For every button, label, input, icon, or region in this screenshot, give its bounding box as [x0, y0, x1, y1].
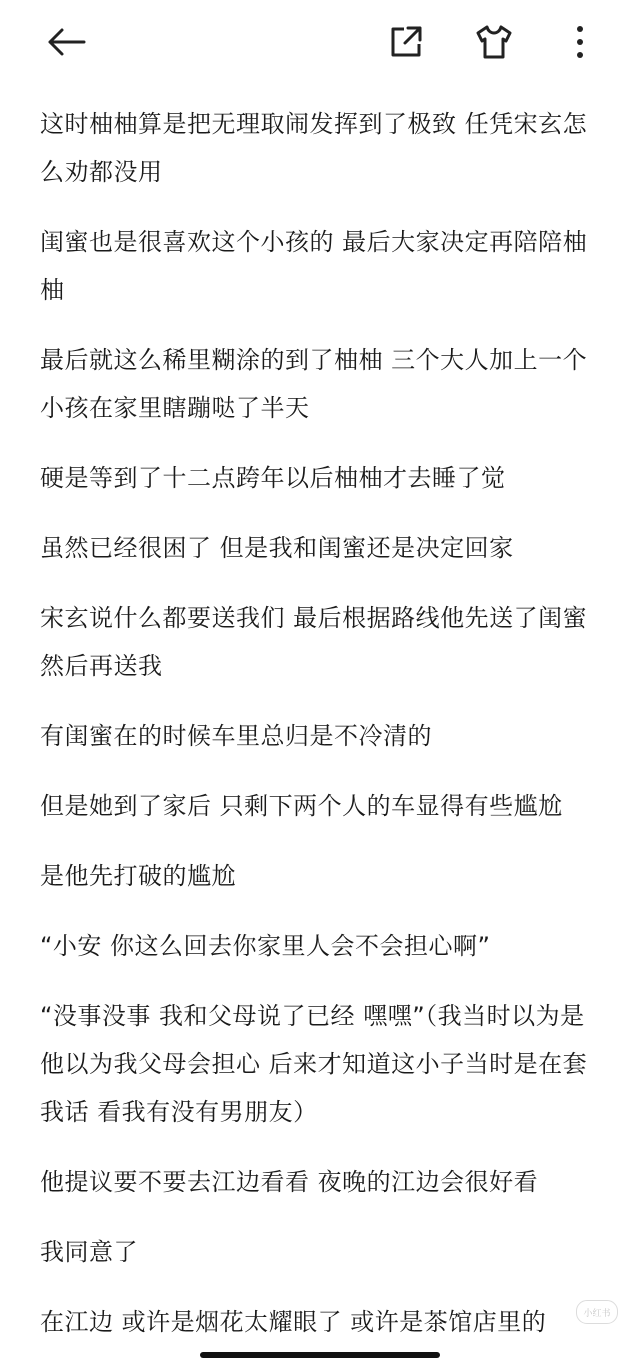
more-button[interactable]	[556, 18, 604, 66]
share-button[interactable]	[382, 18, 430, 66]
theme-button[interactable]	[470, 18, 518, 66]
paragraph: 硬是等到了十二点跨年以后柚柚才去睡了觉	[40, 464, 506, 492]
more-vertical-icon	[575, 25, 585, 59]
paragraph: 虽然已经很困了 但是我和闺蜜还是决定回家	[40, 534, 514, 562]
paragraph: 闺蜜也是很喜欢这个小孩的 最后大家决定再陪陪柚柚	[40, 228, 588, 304]
share-external-icon	[388, 24, 424, 60]
article-body	[40, 100, 596, 1368]
paragraph: “没事没事 我和父母说了已经 嘿嘿”（我当时以为是他以为我父母会担心 后来才知道这小子当时是在套我话 看我有没有男朋友）	[40, 1002, 588, 1126]
arrow-left-icon	[46, 27, 86, 57]
paragraph: 他提议要不要去江边看看 夜晚的江边会很好看	[40, 1168, 539, 1196]
paragraph: 宋玄说什么都要送我们 最后根据路线他先送了闺蜜 然后再送我	[40, 604, 588, 680]
paragraph: 但是她到了家后 只剩下两个人的车显得有些尴尬	[40, 792, 563, 820]
paragraph: “小安 你这么回去你家里人会不会担心啊”	[40, 932, 491, 960]
paragraph: 在江边 或许是烟花太耀眼了 或许是茶馆店里的	[40, 1308, 547, 1336]
paragraph: 最后就这么稀里糊涂的到了柚柚 三个大人加上一个小孩在家里瞎蹦哒了半天	[40, 346, 588, 422]
paragraph: 有闺蜜在的时候车里总归是不冷清的	[40, 722, 432, 750]
paragraph: 是他先打破的尴尬	[40, 862, 236, 890]
paragraph: 这时柚柚算是把无理取闹发挥到了极致 任凭宋玄怎么劝都没用	[40, 110, 588, 186]
tshirt-icon	[474, 24, 514, 60]
home-indicator[interactable]	[200, 1352, 440, 1358]
back-button[interactable]	[42, 18, 90, 66]
paragraph: 我同意了	[40, 1238, 138, 1266]
top-toolbar	[0, 0, 640, 86]
watermark-badge: 小红书	[576, 1300, 618, 1324]
